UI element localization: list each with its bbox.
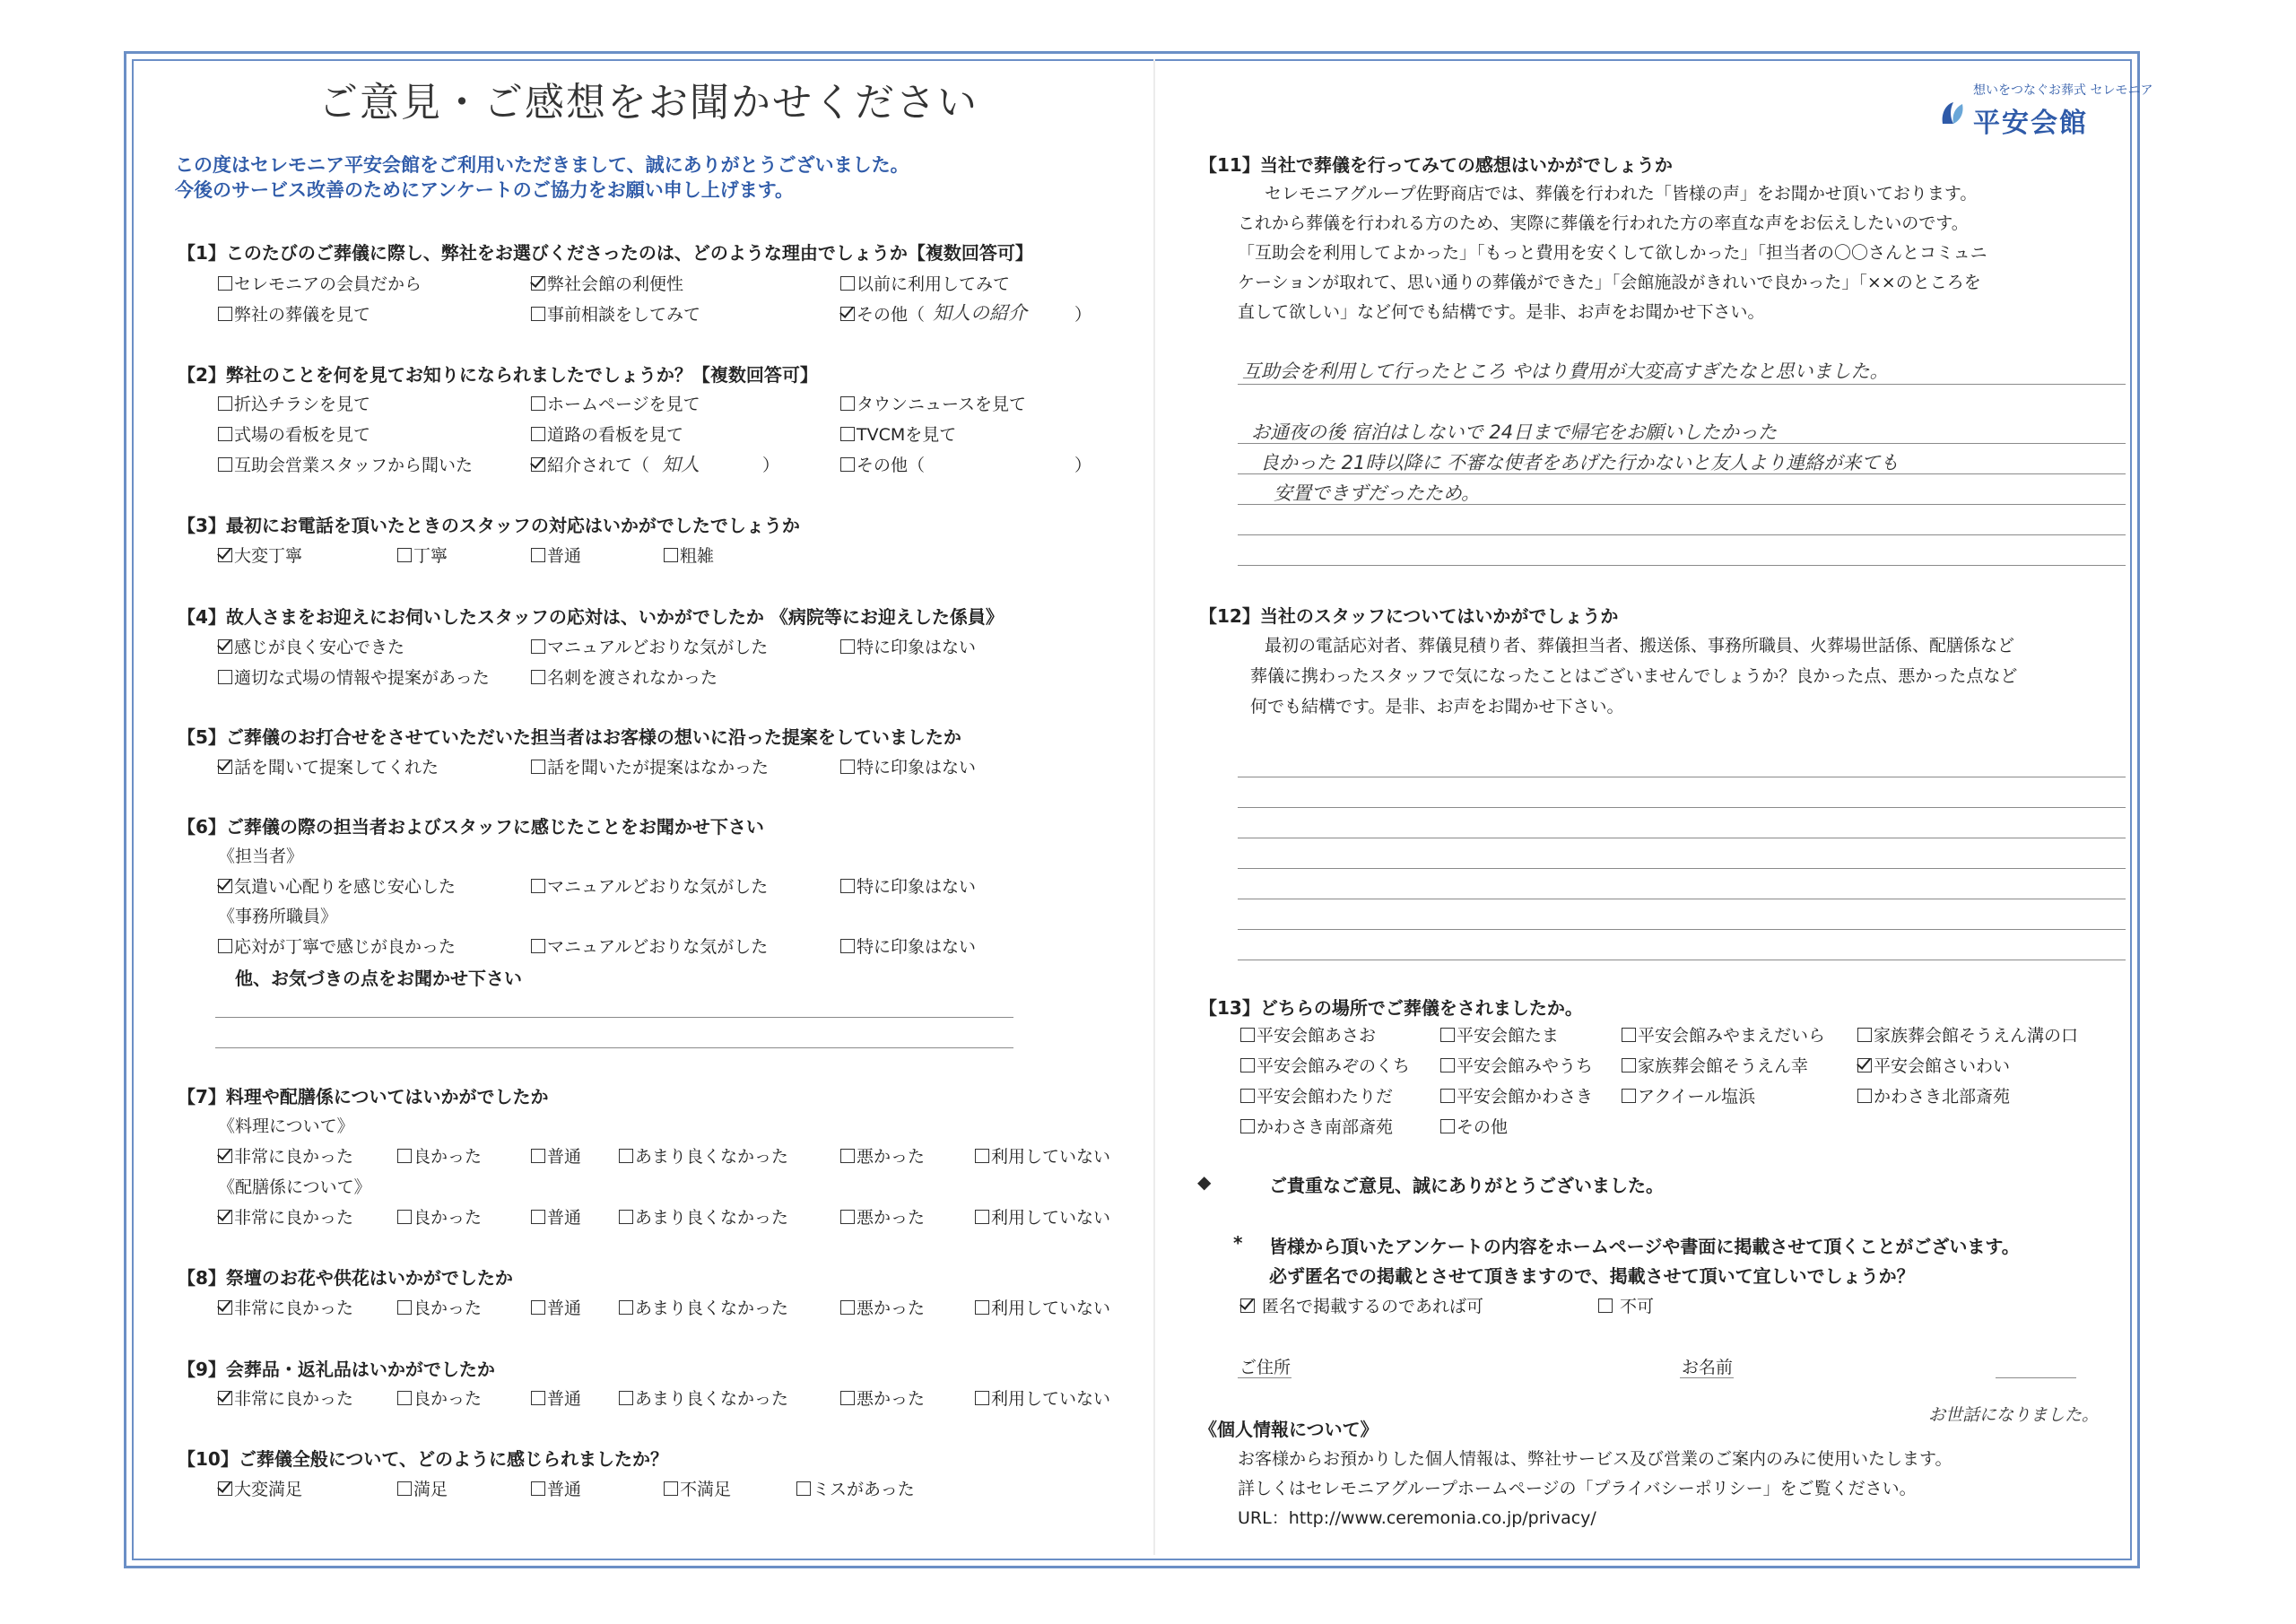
q8-opt-good[interactable]: 良かった (397, 1295, 482, 1319)
publish-opt-anonymous-ok[interactable]: 匿名で掲載するのであれば可 (1240, 1293, 1483, 1317)
checkbox[interactable] (218, 427, 232, 441)
q12-answer-line[interactable] (1238, 929, 2126, 930)
checkbox[interactable] (531, 1149, 545, 1163)
checkbox-checked[interactable] (218, 1481, 232, 1496)
q2-opt-tvcm[interactable]: TVCMを見て (840, 421, 956, 446)
q11-answer-line[interactable] (1238, 384, 2126, 385)
q9-opt-not-good[interactable]: あまり良くなかった (619, 1385, 788, 1410)
name-field-line[interactable] (1996, 1377, 2076, 1378)
checkbox[interactable] (1240, 1058, 1255, 1073)
q13-opt-mizonokuchi[interactable]: 平安会館みぞのくち (1240, 1053, 1410, 1077)
address-underline[interactable] (1238, 1377, 1292, 1378)
checkbox[interactable] (840, 760, 855, 774)
q9-opt-good[interactable]: 良かった (397, 1385, 482, 1410)
q10-opt-normal[interactable]: 普通 (531, 1476, 581, 1500)
q7-sub-service: 《配膳係について》 (218, 1177, 371, 1197)
q11-handwritten-3: 良かった 21時以降に 不審な使者をあげた行かないと友人より連絡が来ても (1260, 452, 1900, 473)
checkbox[interactable] (218, 396, 232, 411)
publish-note-1: 皆様から頂いたアンケートの内容をホームページや書面に掲載させて頂くことがございます。 (1269, 1236, 2020, 1257)
q11-handwritten-1: 互助会を利用して行ったところ やはり費用が大変高すぎたなと思いました。 (1242, 360, 1889, 382)
q6-staff-opt-care[interactable]: 気遣い心配りを感じ安心した (218, 873, 456, 898)
q7-service-opt-normal[interactable]: 普通 (531, 1204, 581, 1229)
q5-label: 【5】ご葬儀のお打合せをさせていただいた担当者はお客様の想いに沿った提案をしていましたか (178, 726, 961, 748)
q6-staff-opt-manual[interactable]: マニュアルどおりな気がした (531, 873, 768, 898)
q8-opt-not-used[interactable]: 利用していない (975, 1295, 1110, 1319)
checkbox[interactable] (619, 1210, 633, 1224)
q3-opt-very-polite[interactable]: 大変丁寧 (218, 543, 302, 567)
name-underline[interactable] (1680, 1377, 1734, 1378)
address-label: ご住所 (1239, 1358, 1292, 1377)
checkbox-checked[interactable] (1240, 1298, 1255, 1313)
q7-label: 【7】料理や配膳係についてはいかがでしたか (178, 1086, 549, 1107)
q12-label: 【12】当社のスタッフについてはいかがでしょうか (1199, 605, 1619, 627)
q3-label: 【3】最初にお電話を頂いたときのスタッフの対応はいかがでしたでしょうか (178, 515, 800, 536)
q12-answer-line[interactable] (1238, 868, 2126, 869)
checkbox[interactable] (840, 276, 855, 291)
checkbox[interactable] (1622, 1058, 1636, 1073)
checkbox-checked[interactable] (218, 1210, 232, 1224)
q13-opt-accueil[interactable]: アクイール塩浜 (1622, 1083, 1755, 1107)
q4-opt-good[interactable]: 感じが良く安心できた (218, 634, 404, 658)
q13-opt-tama[interactable]: 平安会館たま (1440, 1022, 1559, 1046)
q1-label: 【1】このたびのご葬儀に際し、弊社をお選びくださったのは、どのような理由でしょうか【複数回答可】 (178, 242, 1033, 264)
q11-answer-line[interactable] (1238, 504, 2126, 505)
checkbox[interactable] (397, 1300, 412, 1315)
checkbox-checked[interactable] (218, 879, 232, 893)
q2-opt-homepage[interactable]: ホームページを見て (531, 391, 700, 415)
checkbox[interactable] (840, 457, 855, 472)
q3-opt-rough[interactable]: 粗雑 (664, 543, 714, 567)
q11-answer-line[interactable] (1238, 534, 2126, 535)
q2-label: 【2】弊社のことを何を見てお知りになられましたでしょうか？【複数回答可】 (178, 364, 818, 386)
q2-opt-road-sign[interactable]: 道路の看板を見て (531, 421, 683, 446)
logo-name: 平安会館 (1973, 108, 2088, 139)
q7-food-opt-normal[interactable]: 普通 (531, 1143, 581, 1168)
checkbox[interactable] (1440, 1028, 1455, 1042)
privacy-title: 《個人情報について》 (1199, 1419, 1378, 1440)
checkbox[interactable] (218, 276, 232, 291)
q11-desc-5: 直して欲しい」など何でも結構です。是非、お声をお聞かせ下さい。 (1238, 302, 1765, 322)
q5-opt-no-proposal[interactable]: 話を聞いたが提案はなかった (531, 754, 769, 778)
q6-office-opt-polite[interactable]: 応対が丁寧で感じが良かった (218, 934, 456, 958)
checkbox[interactable] (531, 427, 545, 441)
q11-desc-3: 「互助会を利用してよかった」「もっと費用を安くして欲しかった」「担当者の〇〇さんとコミュニ (1238, 243, 1987, 263)
q7-service-opt-not-good[interactable]: あまり良くなかった (619, 1204, 788, 1229)
checkbox[interactable] (840, 639, 855, 654)
checkbox[interactable] (1240, 1089, 1255, 1103)
checkbox-checked[interactable] (218, 639, 232, 654)
q5-opt-no-impression[interactable]: 特に印象はない (840, 754, 976, 778)
checkbox[interactable] (218, 670, 232, 684)
checkbox[interactable] (218, 307, 232, 321)
name-label: お名前 (1682, 1358, 1734, 1377)
q1-opt-convenience[interactable]: 弊社会館の利便性 (531, 271, 683, 295)
q13-opt-souen-mizonokuchi[interactable]: 家族葬会館そうえん溝の口 (1857, 1022, 2078, 1046)
checkbox[interactable] (619, 1149, 633, 1163)
diamond-bullet-icon: ◆ (1197, 1171, 1212, 1193)
checkbox[interactable] (531, 1210, 545, 1224)
q2-opt-flyer[interactable]: 折込チラシを見て (218, 391, 370, 415)
q1-other-handwritten: 知人の紹介 (933, 302, 1027, 324)
checkbox[interactable] (1857, 1028, 1872, 1042)
q9-opt-not-used[interactable]: 利用していない (975, 1385, 1110, 1410)
q9-label: 【9】会葬品・返礼品はいかがでしたか (178, 1359, 495, 1380)
checkbox[interactable] (531, 1391, 545, 1405)
q2-other-close: ） (1074, 456, 1092, 475)
checkbox[interactable] (664, 548, 678, 562)
checkbox[interactable] (531, 1300, 545, 1315)
checkbox[interactable] (840, 1391, 855, 1405)
privacy-url[interactable]: URL：http://www.ceremonia.co.jp/privacy/ (1238, 1508, 1596, 1528)
q13-opt-miyauchi[interactable]: 平安会館みやうち (1440, 1053, 1593, 1077)
logo-icon (1937, 97, 1968, 127)
q1-opt-member[interactable]: セレモニアの会員だから (218, 271, 422, 295)
checkbox[interactable] (840, 939, 855, 953)
q11-handwritten-2: お通夜の後 宿泊はしないで 24日まで帰宅をお願いしたかった (1251, 421, 1778, 443)
q6-answer-line[interactable] (215, 1017, 1013, 1018)
q1-opt-saw-funeral[interactable]: 弊社の葬儀を見て (218, 301, 370, 326)
handwritten-signoff: お世話になりました。 (1928, 1405, 2100, 1425)
checkbox[interactable] (531, 396, 545, 411)
publish-opt-no[interactable]: 不可 (1598, 1293, 1654, 1317)
checkbox[interactable] (218, 457, 232, 472)
checkbox[interactable] (397, 548, 412, 562)
q2-opt-staff[interactable]: 互助会営業スタッフから聞いた (218, 452, 473, 476)
q4-opt-no-card[interactable]: 名刺を渡されなかった (531, 664, 718, 689)
q7-service-opt-good[interactable]: 良かった (397, 1204, 482, 1229)
q6-other-label: 他、お気づきの点をお聞かせ下さい (235, 968, 522, 989)
checkbox-checked[interactable] (218, 1149, 232, 1163)
q13-opt-other[interactable]: その他 (1440, 1114, 1508, 1138)
q7-service-opt-very-good[interactable]: 非常に良かった (218, 1204, 353, 1229)
checkbox-checked[interactable] (531, 457, 545, 472)
q8-label: 【8】祭壇のお花や供花はいかがでしたか (178, 1267, 513, 1289)
q3-opt-polite[interactable]: 丁寧 (397, 543, 448, 567)
q13-opt-south-saien[interactable]: かわさき南部斎苑 (1240, 1114, 1393, 1138)
logo-tagline: 想いをつなぐお葬式 セレモニア (1973, 83, 2153, 98)
q13-opt-kawasaki[interactable]: 平安会館かわさき (1440, 1083, 1593, 1107)
checkbox[interactable] (1622, 1089, 1636, 1103)
q13-label: 【13】どちらの場所でご葬儀をされましたか。 (1199, 997, 1583, 1019)
checkbox[interactable] (397, 1481, 412, 1496)
checkbox[interactable] (840, 396, 855, 411)
page-title: ご意見・ご感想をお聞かせください (318, 80, 978, 126)
privacy-line-1: お客様からお預かりした個人情報は、弊社サービス及び営業のご案内のみに使用いたします。 (1238, 1449, 1952, 1469)
checkbox[interactable] (1857, 1089, 1872, 1103)
q7-food-opt-not-good[interactable]: あまり良くなかった (619, 1143, 788, 1168)
checkbox[interactable] (531, 670, 545, 684)
q13-opt-north-saien[interactable]: かわさき北部斎苑 (1857, 1083, 2010, 1107)
checkbox[interactable] (397, 1210, 412, 1224)
checkbox[interactable] (840, 1149, 855, 1163)
q13-opt-asao[interactable]: 平安会館あさお (1240, 1022, 1376, 1046)
q10-opt-very-satisfied[interactable]: 大変満足 (218, 1476, 302, 1500)
q12-desc-1: 最初の電話応対者、葬儀見積り者、葬儀担当者、搬送係、事務所職員、火葬場世話係、配膳係など (1265, 636, 2015, 656)
q1-opt-other[interactable]: その他（ (840, 301, 925, 326)
q13-opt-watarida[interactable]: 平安会館わたりだ (1240, 1083, 1393, 1107)
checkbox[interactable] (1440, 1119, 1455, 1133)
checkbox[interactable] (531, 1481, 545, 1496)
checkbox[interactable] (531, 939, 545, 953)
checkbox[interactable] (664, 1481, 678, 1496)
checkbox[interactable] (840, 1300, 855, 1315)
checkbox[interactable] (531, 639, 545, 654)
asterisk-icon: * (1233, 1232, 1243, 1254)
q9-opt-normal[interactable]: 普通 (531, 1385, 581, 1410)
q6-staff-opt-none[interactable]: 特に印象はない (840, 873, 976, 898)
q7-food-opt-bad[interactable]: 悪かった (840, 1143, 925, 1168)
checkbox[interactable] (975, 1210, 989, 1224)
checkbox[interactable] (840, 427, 855, 441)
checkbox[interactable] (397, 1391, 412, 1405)
checkbox-checked[interactable] (218, 1300, 232, 1315)
q7-food-opt-very-good[interactable]: 非常に良かった (218, 1143, 353, 1168)
q1-opt-consult[interactable]: 事前相談をしてみて (531, 301, 700, 326)
checkbox-checked[interactable] (218, 1391, 232, 1405)
q10-opt-unsatisfied[interactable]: 不満足 (664, 1476, 731, 1500)
q11-answer-line[interactable] (1238, 473, 2126, 474)
checkbox[interactable] (975, 1149, 989, 1163)
q1-opt-before[interactable]: 以前に利用してみて (840, 271, 1010, 295)
checkbox[interactable] (1440, 1058, 1455, 1073)
q3-opt-normal[interactable]: 普通 (531, 543, 581, 567)
q7-service-opt-bad[interactable]: 悪かった (840, 1204, 925, 1229)
q11-answer-line[interactable] (1238, 443, 2126, 444)
checkbox-checked[interactable] (218, 760, 232, 774)
checkbox[interactable] (1622, 1028, 1636, 1042)
q4-opt-proper-info[interactable]: 適切な式場の情報や提案があった (218, 664, 490, 689)
q11-answer-line[interactable] (1238, 565, 2126, 566)
thanks-text: ご貴重なご意見、誠にありがとうございました。 (1269, 1175, 1664, 1196)
q9-opt-bad[interactable]: 悪かった (840, 1385, 925, 1410)
checkbox[interactable] (531, 307, 545, 321)
privacy-line-2: 詳しくはセレモニアグループホームページの「プライバシーポリシー」をご覧ください。 (1238, 1479, 1917, 1498)
q4-opt-manual[interactable]: マニュアルどおりな気がした (531, 634, 768, 658)
q11-desc-4: ケーションが取れて、思い通りの葬儀ができた」「会館施設がきれいで良かった」「××のところを (1238, 273, 1981, 292)
q9-opt-very-good[interactable]: 非常に良かった (218, 1385, 353, 1410)
q13-opt-saiwai[interactable]: 平安会館さいわい (1857, 1053, 2010, 1077)
q2-opt-referral[interactable]: 紹介されて（ (531, 452, 649, 476)
q8-opt-bad[interactable]: 悪かった (840, 1295, 925, 1319)
checkbox[interactable] (1598, 1298, 1613, 1313)
q11-desc-2: これから葬儀を行われる方のため、実際に葬儀を行われた方の率直な声をお伝えしたいのです。 (1238, 213, 1969, 233)
q2-opt-other[interactable]: その他（ (840, 452, 925, 476)
checkbox[interactable] (531, 548, 545, 562)
q12-desc-3: 何でも結構です。是非、お声をお聞かせ下さい。 (1250, 697, 1624, 716)
q2-referral-handwritten: 知人 (662, 454, 700, 475)
checkbox-checked[interactable] (531, 276, 545, 291)
q2-opt-venue-sign[interactable]: 式場の看板を見て (218, 421, 370, 446)
checkbox-checked[interactable] (1857, 1058, 1872, 1073)
checkbox[interactable] (531, 760, 545, 774)
q6-office-opt-manual[interactable]: マニュアルどおりな気がした (531, 934, 768, 958)
q7-service-opt-not-used[interactable]: 利用していない (975, 1204, 1110, 1229)
checkbox[interactable] (1240, 1028, 1255, 1042)
intro-line-2: 今後のサービス改善のためにアンケートのご協力をお願い申し上げます。 (175, 179, 795, 201)
checkbox[interactable] (975, 1300, 989, 1315)
q1-other-close: ） (1074, 305, 1092, 325)
fold-line (1153, 59, 1155, 1555)
q7-food-opt-not-used[interactable]: 利用していない (975, 1143, 1110, 1168)
checkbox[interactable] (619, 1300, 633, 1315)
q10-opt-satisfied[interactable]: 満足 (397, 1476, 448, 1500)
q2-opt-townnews[interactable]: タウンニュースを見て (840, 391, 1026, 415)
q7-sub-food: 《料理について》 (218, 1116, 354, 1136)
q2-referral-close: ） (762, 456, 780, 475)
q6-label: 【6】ご葬儀の際の担当者およびスタッフに感じたことをお聞かせ下さい (178, 816, 764, 838)
checkbox[interactable] (840, 1210, 855, 1224)
q10-opt-mistake[interactable]: ミスがあった (796, 1476, 915, 1500)
checkbox[interactable] (1440, 1089, 1455, 1103)
checkbox[interactable] (975, 1391, 989, 1405)
q6-sub-office: 《事務所職員》 (218, 907, 338, 926)
q13-opt-souen-saiwai[interactable]: 家族葬会館そうえん幸 (1622, 1053, 1808, 1077)
q8-opt-very-good[interactable]: 非常に良かった (218, 1295, 353, 1319)
q6-answer-line[interactable] (215, 1047, 1013, 1048)
q6-sub-staff: 《担当者》 (218, 847, 304, 866)
q7-food-opt-good[interactable]: 良かった (397, 1143, 482, 1168)
checkbox[interactable] (531, 879, 545, 893)
intro-line-1: この度はセレモニア平安会館をご利用いただきまして、誠にありがとうございました。 (175, 154, 909, 176)
checkbox[interactable] (796, 1481, 811, 1496)
q4-opt-no-impression[interactable]: 特に印象はない (840, 634, 976, 658)
checkbox[interactable] (840, 879, 855, 893)
q12-desc-2: 葬儀に携わったスタッフで気になったことはございませんでしょうか？良かった点、悪かった点など (1250, 666, 2018, 686)
checkbox[interactable] (218, 939, 232, 953)
q10-label: 【10】ご葬儀全般について、どのように感じられましたか？ (178, 1448, 669, 1470)
checkbox[interactable] (619, 1391, 633, 1405)
checkbox-checked[interactable] (840, 307, 855, 321)
q6-office-opt-none[interactable]: 特に印象はない (840, 934, 976, 958)
q11-handwritten-4: 安置できずだったため。 (1274, 482, 1481, 504)
checkbox-checked[interactable] (218, 548, 232, 562)
publish-note-2: 必ず匿名での掲載とさせて頂きますので、掲載させて頂いて宜しいでしょうか？ (1269, 1265, 1915, 1287)
q8-opt-normal[interactable]: 普通 (531, 1295, 581, 1319)
q11-label: 【11】当社で葬儀を行ってみての感想はいかがでしょうか (1199, 154, 1673, 176)
q11-desc-1: セレモニアグループ佐野商店では、葬儀を行われた「皆様の声」をお聞かせ頂いております。 (1265, 184, 1978, 204)
checkbox[interactable] (1240, 1119, 1255, 1133)
q13-opt-miyamaedaira[interactable]: 平安会館みやまえだいら (1622, 1022, 1825, 1046)
checkbox[interactable] (397, 1149, 412, 1163)
q5-opt-proposed[interactable]: 話を聞いて提案してくれた (218, 754, 439, 778)
q12-answer-line[interactable] (1238, 807, 2126, 808)
q4-label: 【4】故人さまをお迎えにお伺いしたスタッフの応対は、いかがでしたか 《病院等にお迎えした係員》 (178, 606, 1004, 628)
q8-opt-not-good[interactable]: あまり良くなかった (619, 1295, 788, 1319)
